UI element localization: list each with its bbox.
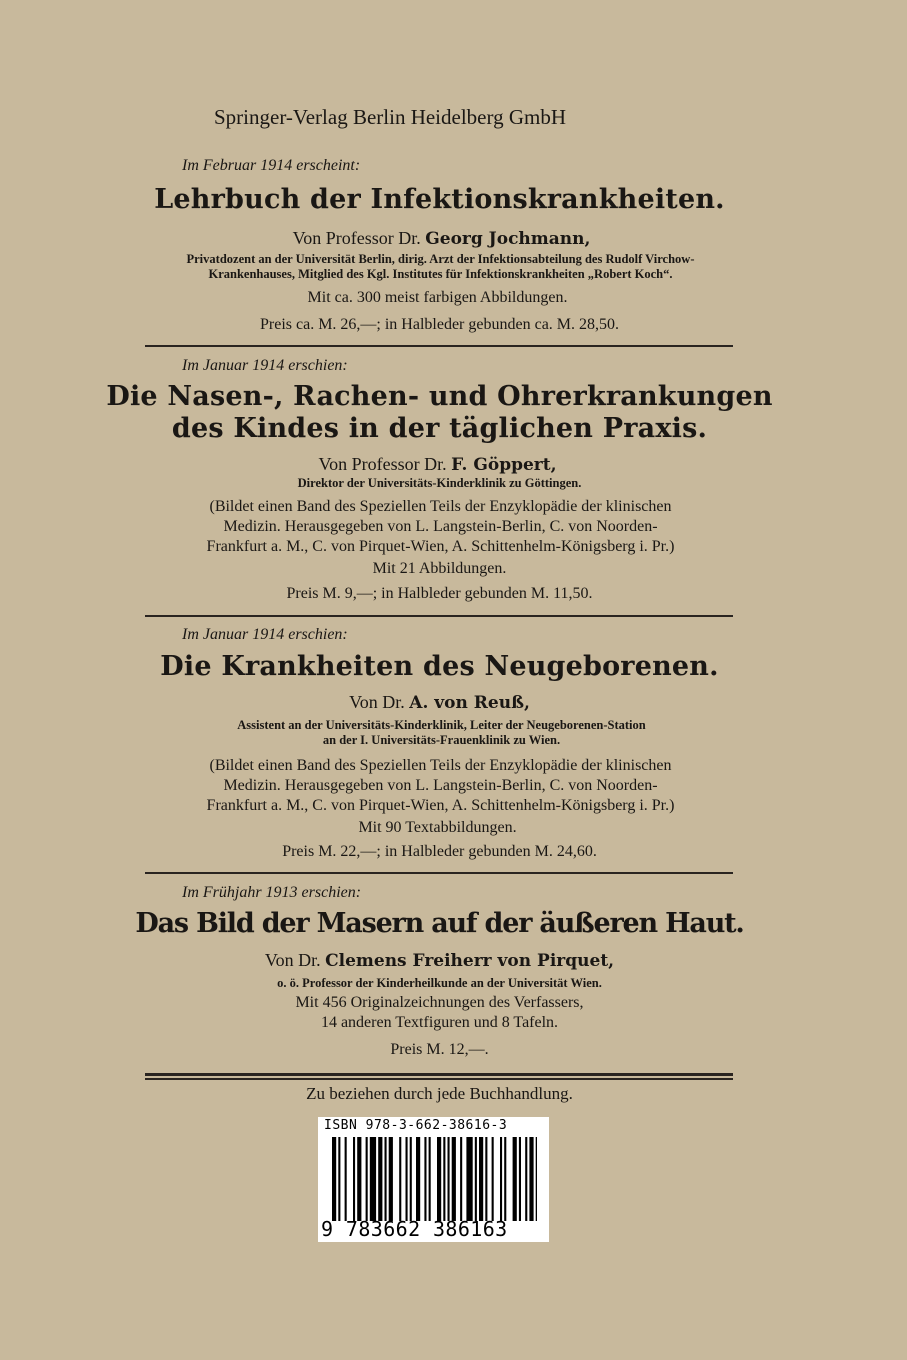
barcode-bar: [519, 1137, 521, 1221]
barcode-bar: [513, 1137, 517, 1221]
book-title-2-line-2: des Kindes in der täglichen Praxis.: [171, 413, 708, 444]
affiliation-line: Assistent an der Universitäts-Kinderklinik, Leiter der Neugeborenen-Station: [237, 718, 646, 732]
barcode-bar: [345, 1137, 347, 1221]
barcode-bar: [460, 1137, 462, 1221]
barcode-bar: [429, 1137, 431, 1221]
barcode-bar: [338, 1137, 340, 1221]
announcement-4: Im Frühjahr 1913 erschien:: [182, 884, 362, 901]
barcode-bar: [416, 1137, 420, 1221]
affiliation-line: o. ö. Professor der Kinderheilkunde an der Universität Wien.: [277, 976, 602, 990]
barcode-bar: [385, 1137, 387, 1221]
announcement-1: Im Februar 1914 erscheint:: [182, 157, 361, 174]
book-title-4: Das Bild der Masern auf der äußeren Haut.: [135, 908, 744, 939]
isbn-number: 9 783662 386163: [321, 1217, 508, 1241]
isbn-label: ISBN 978-3-662-38616-3: [324, 1118, 508, 1133]
separator-rule: [145, 345, 733, 347]
publisher-name: Springer-Verlag Berlin Heidelberg GmbH: [214, 105, 567, 129]
series-note-3: [0, 756, 894, 816]
barcode-bar: [406, 1137, 408, 1221]
note-line: Mit 456 Originalzeichnungen des Verfassers,: [295, 994, 584, 1011]
barcode-bar: [448, 1137, 450, 1221]
barcode-bar: [529, 1137, 533, 1221]
book-illustrations-1: Mit ca. 300 meist farbigen Abbildungen.: [307, 289, 568, 306]
note-line: Frankfurt a. M., C. von Pirquet-Wien, A. Schittenhelm-Königsberg i. Pr.): [206, 538, 675, 555]
barcode-bar: [410, 1137, 412, 1221]
author-name: A. von Reuß,: [409, 693, 530, 713]
barcode-bar: [443, 1137, 445, 1221]
barcode-bar: [525, 1137, 527, 1221]
announcement-3: Im Januar 1914 erschien:: [182, 626, 348, 643]
book-byline-2: [0, 454, 891, 475]
author-affiliation-3: [0, 718, 895, 748]
book-title-2-line-1: Die Nasen-, Rachen- und Ohrerkrankungen: [106, 381, 773, 412]
by-prefix: Von Professor Dr.: [292, 228, 421, 248]
separator-rule: [145, 872, 733, 874]
affiliation-line: Privatdozent an der Universität Berlin, dirig. Arzt der Infektionsabteilung des Rudolf Virchow-: [186, 252, 695, 266]
double-rule-bottom: [145, 1078, 733, 1080]
affiliation-line: an der I. Universitäts-Frauenklinik zu Wien.: [322, 733, 561, 747]
barcode-bar: [437, 1137, 441, 1221]
author-affiliation-1: [0, 252, 894, 282]
note-line: Medizin. Herausgegeben von L. Langstein-Berlin, C. von Noorden-: [223, 518, 658, 535]
note-line: (Bildet einen Band des Speziellen Teils der Enzyklopädie der klinischen: [209, 498, 672, 515]
barcode-bar: [378, 1137, 382, 1221]
book-title-3: Die Krankheiten des Neugeborenen.: [160, 651, 719, 682]
barcode-bar: [479, 1137, 483, 1221]
affiliation-line: Krankenhauses, Mitglied des Kgl. Institutes für Infektionskrankheiten „Robert Koch“.: [208, 267, 673, 281]
author-name: Georg Jochmann,: [425, 229, 591, 249]
book-byline-1: [0, 228, 895, 249]
barcode-bar: [485, 1137, 487, 1221]
author-affiliation-2: [0, 476, 893, 491]
barcode-bar: [332, 1137, 336, 1221]
book-illustrations-2: Mit 21 Abbildungen.: [372, 560, 507, 577]
double-rule-top: [145, 1073, 733, 1076]
by-prefix: Von Professor Dr.: [318, 454, 447, 474]
barcode-bar: [536, 1137, 537, 1221]
book-byline-3: [0, 692, 893, 713]
book-price-1: Preis ca. M. 26,—; in Halbleder gebunden ca. M. 28,50.: [259, 316, 620, 333]
by-prefix: Von Dr.: [349, 692, 405, 712]
author-name: Clemens Freiherr von Pirquet,: [325, 951, 615, 971]
barcode-bar: [452, 1137, 456, 1221]
isbn-barcode-block: [318, 1117, 549, 1242]
by-prefix: Von Dr.: [264, 950, 321, 970]
barcode-bar: [370, 1137, 376, 1221]
book-illustrations-4: [0, 993, 893, 1033]
barcode-bar: [500, 1137, 502, 1221]
barcode-bar: [492, 1137, 494, 1221]
announcement-2: Im Januar 1914 erschien:: [182, 357, 348, 374]
book-price-2: Preis M. 9,—; in Halbleder gebunden M. 11,50.: [286, 585, 593, 602]
book-illustrations-3: Mit 90 Textabbildungen.: [358, 819, 517, 836]
author-name: F. Göppert,: [451, 455, 557, 475]
footer-note: Zu beziehen durch jede Buchhandlung.: [306, 1084, 573, 1103]
barcode-icon: [332, 1137, 537, 1221]
author-affiliation-4: [0, 976, 893, 991]
note-line: 14 anderen Textfiguren und 8 Tafeln.: [320, 1014, 559, 1031]
book-price-4: Preis M. 12,—.: [390, 1041, 489, 1058]
note-line: Frankfurt a. M., C. von Pirquet-Wien, A. Schittenhelm-Königsberg i. Pr.): [206, 797, 675, 814]
barcode-bar: [399, 1137, 401, 1221]
separator-rule: [145, 615, 733, 617]
book-price-3: Preis M. 22,—; in Halbleder gebunden M. 24,60.: [282, 843, 597, 860]
barcode-bar: [389, 1137, 393, 1221]
series-note-2: [0, 497, 894, 557]
barcode-bar: [424, 1137, 426, 1221]
barcode-bar: [366, 1137, 368, 1221]
barcode-bar: [466, 1137, 472, 1221]
barcode-bar: [353, 1137, 355, 1221]
barcode-bar: [357, 1137, 361, 1221]
barcode-bar: [475, 1137, 477, 1221]
note-line: Medizin. Herausgegeben von L. Langstein-Berlin, C. von Noorden-: [223, 777, 658, 794]
book-title-1: Lehrbuch der Infektionskrankheiten.: [154, 184, 725, 215]
barcode-bar: [504, 1137, 506, 1221]
affiliation-line: Direktor der Universitäts-Kinderklinik zu Göttingen.: [297, 476, 582, 490]
note-line: (Bildet einen Band des Speziellen Teils der Enzyklopädie der klinischen: [209, 757, 672, 774]
book-byline-4: [0, 950, 893, 971]
